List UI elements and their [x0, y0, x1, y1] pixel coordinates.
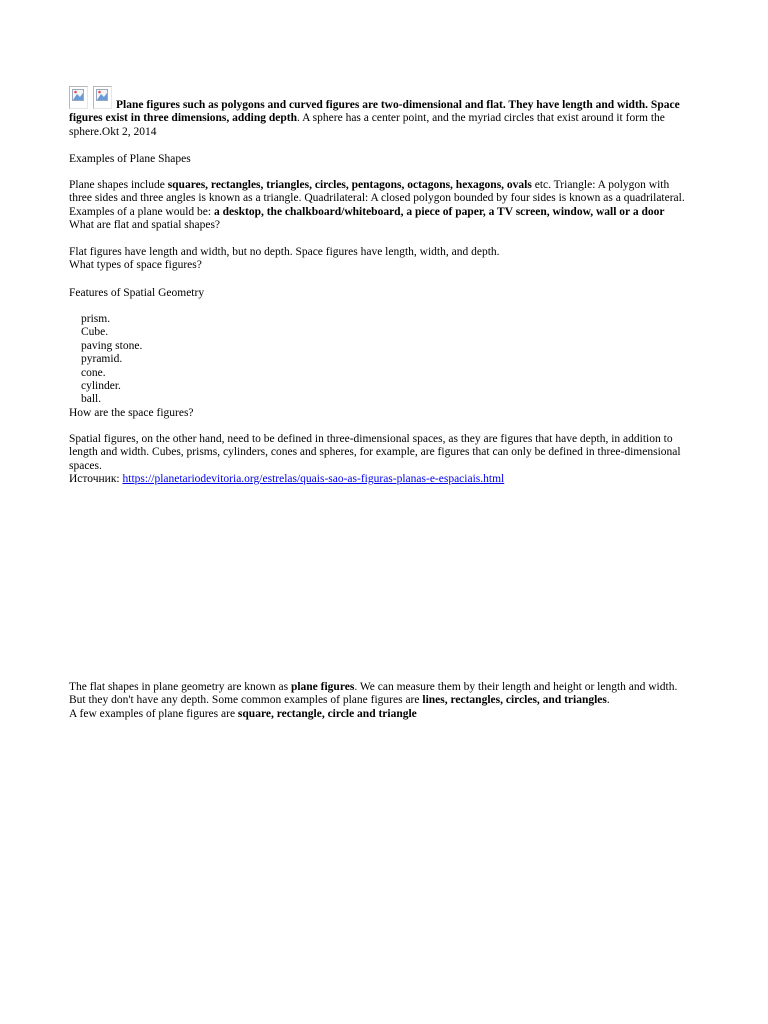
- flat-spatial-answer: [69, 246, 694, 273]
- bold-run: a desktop, the chalkboard/whiteboard, a piece of paper, a TV screen, window, wall or a door: [214, 205, 665, 218]
- bold-run: squares, rectangles, triangles, circles, pentagons, octagons, hexagons, ovals: [167, 179, 532, 191]
- text-run: A few examples of plane figures are: [69, 707, 238, 720]
- text-run: Plane shapes include: [69, 179, 168, 191]
- list-item: paving stone.: [81, 339, 143, 352]
- source-label: Источник:: [69, 473, 123, 486]
- text-run: Flat figures have length and width, but no depth. Space figures have length, width, and depth.: [69, 246, 500, 258]
- question-space-types: What types of space figures?: [69, 259, 202, 272]
- list-item: cylinder.: [81, 380, 121, 393]
- plane-geometry-paragraph: [69, 681, 694, 721]
- list-item: ball.: [81, 393, 102, 406]
- intro-paragraph: [69, 99, 694, 139]
- text-run: etc. Triangle: A polygon with three sides and three angles is known as a triangle. Quadrilateral: A closed polygon bounded by four sides is known as a quadrilateral.: [69, 179, 685, 205]
- intro-text: . A sphere has a center point, and the myriad circles that exist around it form the sphere.Okt 2, 2014: [69, 112, 665, 138]
- bold-run: lines, rectangles, circles, and triangles: [422, 694, 607, 707]
- list-item: cone.: [81, 366, 106, 379]
- question-space-figures: How are the space figures?: [69, 407, 194, 419]
- text-run: The flat shapes in plane geometry are known as: [69, 681, 291, 693]
- intro-bold: Plane figures such as polygons and curved figures are two-dimensional and flat. They have length and width. Space figures exist in three dimensions, adding depth: [69, 99, 680, 125]
- section-heading-spatial-geometry: Features of Spatial Geometry: [69, 287, 205, 299]
- source-link[interactable]: https://planetariodevitoria.org/estrelas/quais-sao-as-figuras-planas-e-espaciais.html: [122, 473, 505, 486]
- list-item: prism.: [81, 313, 111, 325]
- text-run: .: [606, 694, 610, 707]
- text-run: Examples of a plane would be:: [69, 205, 214, 218]
- question-flat-spatial: What are flat and spatial shapes?: [69, 219, 221, 232]
- spatial-figures-paragraph: [69, 433, 694, 487]
- spatial-figures-list: [81, 313, 142, 407]
- section-heading-plane-shapes: Examples of Plane Shapes: [69, 153, 191, 165]
- text-run: . We can measure them by their length and height or length and width. But they don't have any depth. Some common examples of plane figures are: [69, 681, 678, 707]
- bold-run: square, rectangle, circle and triangle: [237, 707, 417, 720]
- list-item: Cube.: [81, 326, 109, 339]
- plane-shapes-paragraph: [69, 179, 694, 233]
- list-item: pyramid.: [81, 353, 123, 366]
- text-run: Spatial figures, on the other hand, need to be defined in three-dimensional spaces, as they are figures that have depth, in addition to length and width. Cubes, prisms, cylinders, cones and spheres, for example, are figures that can only be defined in three-dimensional spaces.: [69, 433, 681, 472]
- bold-run: plane figures: [290, 681, 355, 693]
